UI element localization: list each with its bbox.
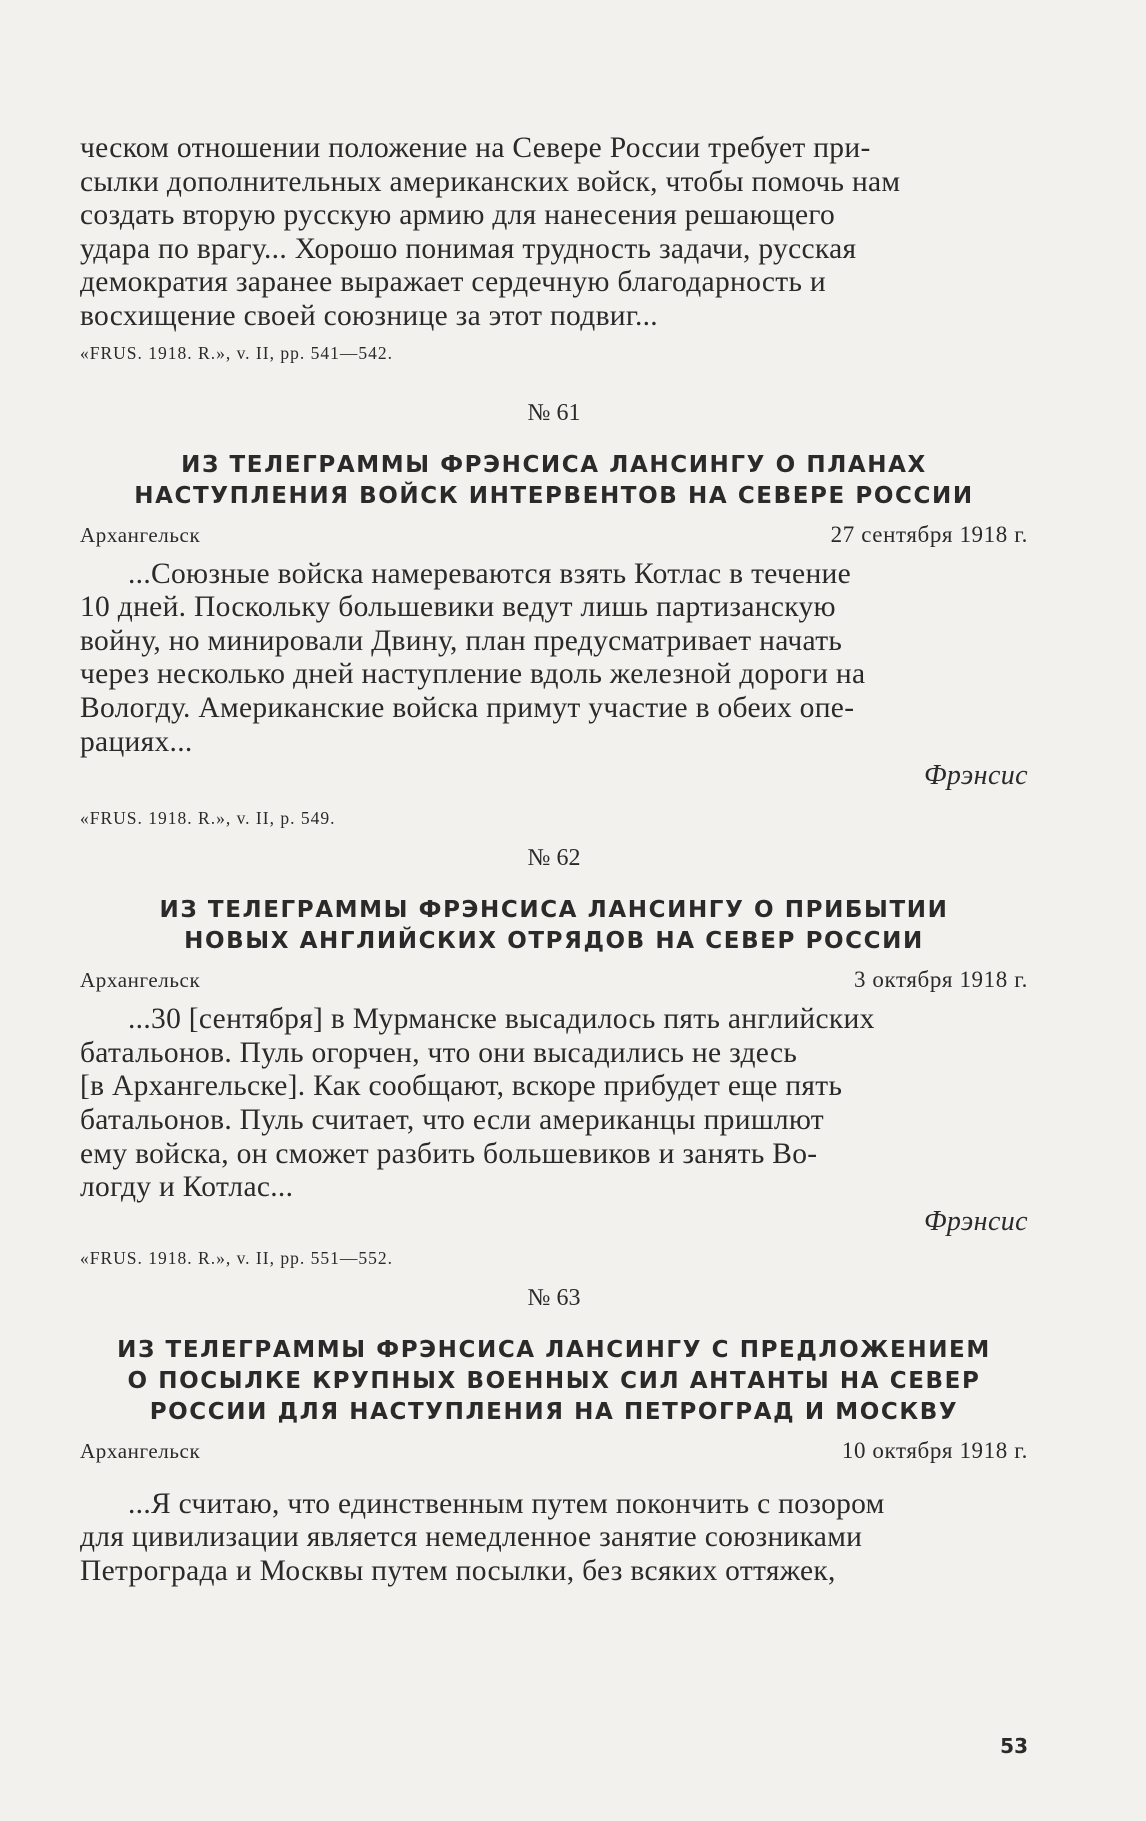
place: Архангельск: [80, 968, 201, 993]
text-line: логду и Котлас...: [80, 1171, 294, 1204]
text-line: 10 дней. Поскольку большевики ведут лишь партизанскую: [80, 591, 836, 624]
source-citation: «FRUS. 1918. R.», v. II, pp. 541—542.: [80, 342, 393, 363]
document-title-line: О ПОСЫЛКЕ КРУПНЫХ ВОЕННЫХ СИЛ АНТАНТЫ НА СЕВЕР: [127, 1367, 981, 1394]
document-number: № 62: [527, 845, 581, 872]
document-title-line: ИЗ ТЕЛЕГРАММЫ ФРЭНСИСА ЛАНСИНГУ О ПЛАНАХ: [181, 451, 927, 478]
text-line: ему войска, он сможет разбить большевиков и занять Во-: [80, 1137, 818, 1170]
document-title-line: РОССИИ ДЛЯ НАСТУПЛЕНИЯ НА ПЕТРОГРАД И МОСКВУ: [149, 1398, 959, 1425]
date: 10 октября 1918 г.: [841, 1437, 1028, 1463]
document-body: [80, 1488, 1028, 1589]
text-line: ...Союзные войска намереваются взять Котлас в течение: [128, 557, 852, 590]
document-title-line: ИЗ ТЕЛЕГРАММЫ ФРЭНСИСА ЛАНСИНГУ О ПРИБЫТИИ: [159, 897, 949, 924]
signature: Фрэнсис: [923, 760, 1028, 792]
date: 3 октября 1918 г.: [853, 967, 1028, 993]
date: 27 сентября 1918 г.: [830, 521, 1028, 547]
text-line: демократия заранее выражает сердечную благодарность и: [80, 266, 826, 299]
place: Архангельск: [80, 1438, 201, 1463]
document-title-line: ИЗ ТЕЛЕГРАММЫ ФРЭНСИСА ЛАНСИНГУ С ПРЕДЛОЖЕНИЕМ: [117, 1336, 991, 1363]
document-title-line: НОВЫХ АНГЛИЙСКИХ ОТРЯДОВ НА СЕВЕР РОССИИ: [184, 928, 924, 955]
source-citation: «FRUS. 1918. R.», v. II, pp. 551—552.: [80, 1247, 393, 1268]
text-line: для цивилизации является немедленное занятие союзниками: [80, 1521, 863, 1554]
text-line: батальонов. Пуль считает, что если американцы пришлют: [80, 1103, 824, 1136]
text-line: восхищение своей союзнице за этот подвиг...: [80, 299, 658, 332]
document-63: [80, 1283, 1028, 1589]
text-line: создать вторую русскую армию для нанесения решающего: [80, 199, 836, 232]
document-number: № 63: [527, 1284, 581, 1311]
text-line: войну, но минировали Двину, план предусматривает начать: [80, 624, 843, 657]
text-line: ...30 [сентября] в Мурманске высадилось пять английских: [128, 1003, 875, 1036]
document-body: [80, 1003, 1028, 1205]
text-line: рациях...: [80, 725, 193, 758]
place-date-row: [80, 520, 1028, 550]
text-line: Петрограда и Москвы путем посылки, без всяких оттяжек,: [80, 1554, 836, 1587]
page-number: 53: [1000, 1734, 1028, 1758]
document-61: [80, 398, 1028, 830]
intro-paragraph: [80, 132, 1028, 334]
text-line: Вологду. Американские войска примут участие в обеих опе-: [80, 691, 855, 724]
text-line: удара по врагу... Хорошо понимая трудность задачи, русская: [80, 232, 857, 265]
source-citation: «FRUS. 1918. R.», v. II, p. 549.: [80, 808, 336, 829]
text-line: ческом отношении положение на Севере России требует при-: [80, 132, 871, 164]
document-62: [80, 843, 1028, 1269]
place-date-row: [80, 1436, 1028, 1466]
place-date-row: [80, 965, 1028, 995]
place: Архангельск: [80, 522, 201, 547]
text-column: [80, 132, 1028, 1588]
text-line: батальонов. Пуль огорчен, что они высадились не здесь: [80, 1036, 798, 1069]
text-line: сылки дополнительных американских войск, чтобы помочь нам: [80, 165, 901, 198]
text-line: через несколько дней наступление вдоль железной дороги на: [80, 658, 866, 691]
text-line: ...Я считаю, что единственным путем покончить с позором: [128, 1487, 885, 1520]
document-title-line: НАСТУПЛЕНИЯ ВОЙСК ИНТЕРВЕНТОВ НА СЕВЕРЕ РОССИИ: [134, 482, 974, 509]
signature: Фрэнсис: [923, 1205, 1028, 1237]
document-number: № 61: [527, 399, 581, 426]
text-line: [в Архангельске]. Как сообщают, вскоре прибудет еще пять: [80, 1070, 843, 1103]
document-body: [80, 558, 1028, 760]
